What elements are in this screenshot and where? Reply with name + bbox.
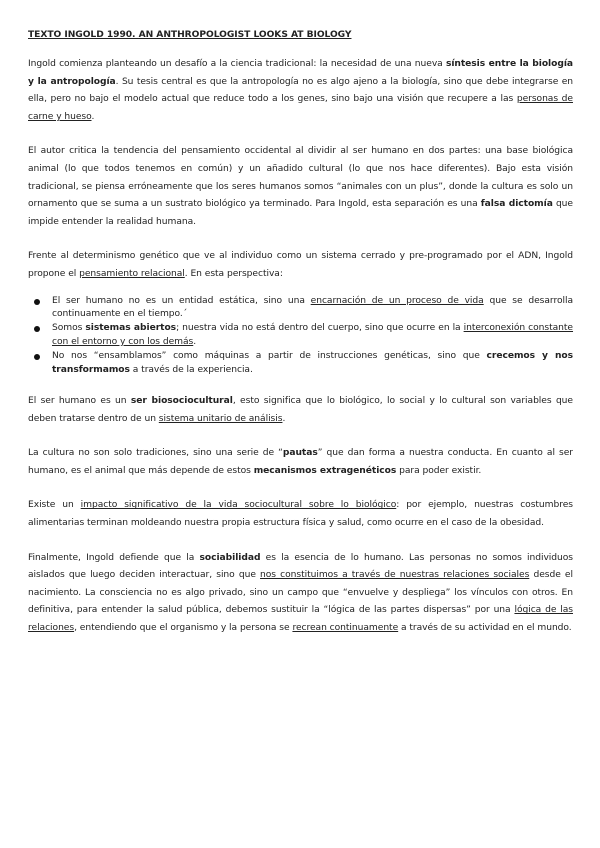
text-run: Ingold comienza planteando un desafío a la ciencia tradicional: la necesidad de una nueva: [28, 59, 446, 69]
text-run: El autor critica la tendencia del pensamiento occidental al dividir al ser humano en dos partes: una base biológica animal (lo que todos tenemos en común) y un añadido cultural (lo que nos hace diferentes). Bajo esta visión tradicional, se piensa erróneamente que los seres humanos somos “animales con un plus”, donde la cultura es solo un ornamento que se suma a un sustrato biológico ya terminado. Para Ingold, esta separación es una: [28, 146, 573, 210]
underlined-phrase: personas de carne y hueso: [28, 94, 573, 122]
text-run: El ser humano es un: [28, 396, 131, 407]
text-run: Existe un: [28, 500, 81, 511]
list-item: [28, 295, 573, 322]
bold-phrase: mecanismos extragenéticos: [253, 465, 397, 476]
paragraph-culture: [28, 445, 573, 480]
text-run: No nos “ensamblamos” como máquinas a partir de instrucciones genéticas, sino que: [52, 350, 487, 361]
text-run: .: [193, 336, 197, 347]
bullet-dot-icon: [34, 354, 40, 360]
list-item: [28, 350, 573, 377]
paragraph-conclusion: [28, 550, 573, 638]
text-run: que se desarrolla continuamente en el tiempo.´: [52, 295, 573, 320]
paragraph-relational: [28, 248, 573, 283]
paragraph-impact: [28, 497, 573, 532]
underlined-phrase: interconexión constante con el entorno y con los demás: [52, 323, 574, 347]
text-run: Finalmente, Ingold defiende que la: [28, 552, 200, 563]
text-run: para poder existir.: [396, 465, 482, 476]
paragraph-critique: [28, 143, 573, 231]
text-run: es la esencia de lo humano. Las personas no somos individuos aislados que luego deciden interactuar, sino que: [28, 552, 573, 581]
text-run: a través de su actividad en el mundo.: [398, 623, 572, 634]
bold-phrase: síntesis entre la biología y la antropología: [28, 59, 574, 87]
document-title: TEXTO INGOLD 1990. AN ANTHROPOLOGIST LOOKS AT BIOLOGY: [28, 30, 352, 40]
text-run: Frente al determinismo genético que ve al individuo como un sistema cerrado y pre-programado por el ADN, Ingold propone el: [28, 251, 573, 279]
underlined-phrase: nos constituimos a través de nuestras relaciones sociales: [260, 570, 530, 581]
bullet-list: [28, 295, 573, 378]
text-run: , entendiendo que el organismo y la persona se: [74, 623, 293, 634]
text-run: ” que dan forma a nuestra conducta. En cuanto al ser humano, es el animal que más depende de estos: [28, 448, 573, 476]
underlined-phrase: recrean continuamente: [292, 623, 399, 634]
text-run: Somos: [52, 323, 86, 334]
bold-phrase: sociabilidad: [199, 552, 261, 563]
text-run: El ser humano no es un entidad estática, sino una: [52, 295, 311, 306]
underlined-phrase: pensamiento relacional: [79, 268, 185, 279]
underlined-phrase: encarnación de un proceso de vida: [310, 295, 484, 306]
bullet-dot-icon: [34, 299, 40, 305]
text-run: La cultura no son solo tradiciones, sino una serie de “: [28, 448, 283, 459]
underlined-phrase: impacto significativo de la vida sociocultural sobre lo biológico: [80, 500, 397, 511]
bold-phrase: crecemos y nos transformamos: [52, 350, 573, 375]
paragraph-intro: [28, 56, 573, 126]
paragraph-biosociocultural: [28, 393, 573, 428]
text-run: . En esta perspectiva:: [184, 268, 283, 279]
bold-phrase: falsa dictomía: [480, 199, 553, 210]
text-run: desde el nacimiento. La consciencia no es algo privado, sino un campo que “envuelve y despliega” los vínculos con otros. En definitiva, para entender la salud pública, debemos sustituir la “lógica de las partes dispersas” por una: [28, 570, 573, 616]
text-run: : por ejemplo, nuestras costumbres alimentarias terminan moldeando nuestra propia estructura física y salud, como ocurre en el caso de la obesidad.: [28, 500, 574, 529]
bullet-dot-icon: [34, 326, 40, 332]
text-run: . Su tesis central es que la antropología no es algo ajeno a la biología, sino que debe integrarse en ella, pero no bajo el modelo actual que reduce todo a los genes, sino bajo una visión que recupere a las: [28, 76, 573, 105]
text-run: .: [282, 413, 286, 424]
text-run: ; nuestra vida no está dentro del cuerpo, sino que ocurre en la: [176, 323, 464, 334]
underlined-phrase: lógica de las relaciones: [28, 605, 573, 634]
text-run: a través de la experiencia.: [129, 364, 253, 375]
list-item: [28, 322, 573, 349]
text-run: , esto significa que lo biológico, lo social y lo cultural son variables que deben tratarse dentro de un: [28, 396, 573, 424]
bold-phrase: ser biosociocultural: [130, 396, 233, 407]
bold-phrase: sistemas abiertos: [85, 323, 177, 334]
text-run: .: [91, 111, 95, 122]
bold-phrase: pautas: [282, 448, 318, 459]
underlined-phrase: sistema unitario de análisis: [158, 413, 283, 424]
text-run: que impide entender la realidad humana.: [28, 199, 573, 227]
